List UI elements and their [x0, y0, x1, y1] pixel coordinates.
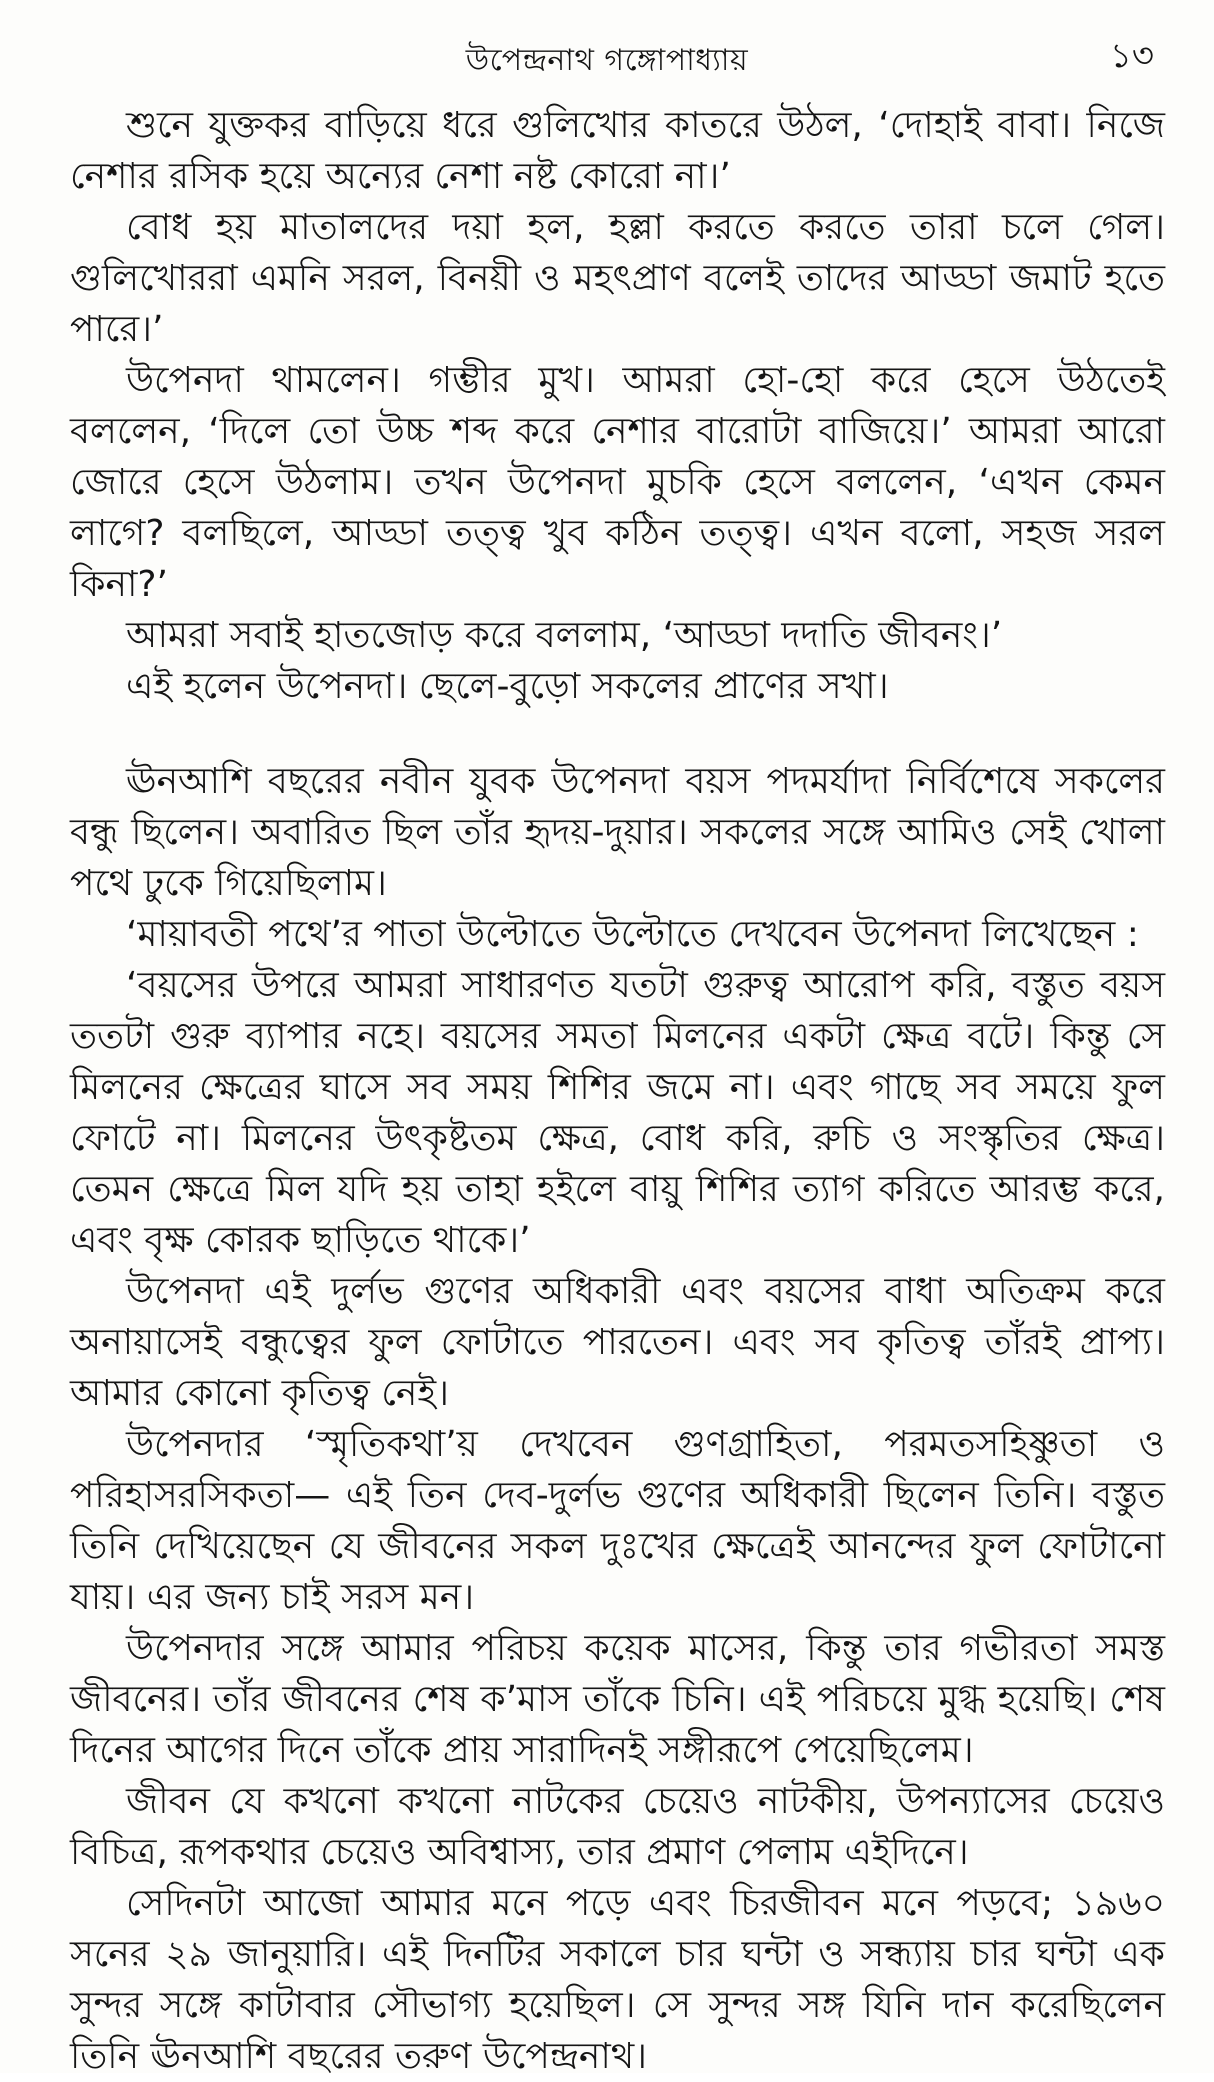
paragraph: ঊনআশি বছরের নবীন যুবক উপেনদা বয়স পদমর্যাদা নির্বিশেষে সকলের বন্ধু ছিলেন। অবারিত ছিল তাঁর হৃদয়-দুয়ার। সকলের সঙ্গে আমিও সেই খোলা পথে ঢুকে গিয়েছিলাম।: [70, 761, 1165, 904]
paragraph: উপেনদা থামলেন। গম্ভীর মুখ। আমরা হো-হো করে হেসে উঠতেই বললেন, ‘দিলে তো উচ্চ শব্দ করে নেশার বারোটা বাজিয়ে।’ আমরা আরো জোরে হেসে উঠলাম। তখন উপেনদা মুচকি হেসে বললেন, ‘এখন কেমন লাগে? বলছিলে, আড্ডা তত্ত্ব খুব কঠিন তত্ত্ব। এখন বলো, সহজ সরল কিনা?’: [70, 360, 1165, 605]
paragraph: উপেনদার ‘স্মৃতিকথা’য় দেখবেন গুণগ্রাহিতা, পরমতসহিষ্ণুতা ও পরিহাসরসিকতা— এই তিন দেব-দুর্লভ গুণের অধিকারী ছিলেন তিনি। বস্তুত তিনি দেখিয়েছেন যে জীবনের সকল দুঃখের ক্ষেত্রেই আনন্দের ফুল ফোটানো যায়। এর জন্য চাই সরস মন।: [70, 1424, 1165, 1618]
page-number: ১৩: [1109, 36, 1154, 76]
paragraph: সেদিনটা আজো আমার মনে পড়ে এবং চিরজীবন মনে পড়বে; ১৯৬০ সনের ২৯ জানুয়ারি। এই দিনটির সকালে চার ঘন্টা ও সন্ধ্যায় চার ঘন্টা এক সুন্দর সঙ্গে কাটাবার সৌভাগ্য হয়েছিল। সে সুন্দর সঙ্গ যিনি দান করেছিলেন তিনি ঊনআশি বছরের তরুণ উপেন্দ্রনাথ।: [70, 1883, 1165, 2077]
paragraph: শুনে যুক্তকর বাড়িয়ে ধরে গুলিখোর কাতরে উঠল, ‘দোহাই বাবা। নিজে নেশার রসিক হয়ে অন্যের নেশা নষ্ট কোরো না।’: [70, 105, 1165, 197]
running-header: [0, 30, 1214, 80]
paragraph: উপেনদার সঙ্গে আমার পরিচয় কয়েক মাসের, কিন্তু তার গভীরতা সমস্ত জীবনের। তাঁর জীবনের শেষ ক’মাস তাঁকে চিনি। এই পরিচয়ে মুগ্ধ হয়েছি। শেষ দিনের আগের দিনে তাঁকে প্রায় সারাদিনই সঙ্গীরূপে পেয়েছিলেম।: [70, 1628, 1165, 1771]
paragraph: এই হলেন উপেনদা। ছেলে-বুড়ো সকলের প্রাণের সখা।: [126, 666, 889, 707]
paragraph: উপেনদা এই দুর্লভ গুণের অধিকারী এবং বয়সের বাধা অতিক্রম করে অনায়াসেই বন্ধুত্বের ফুল ফোটাতে পারতেন। এবং সব কৃতিত্ব তাঁরই প্রাপ্য। আমার কোনো কৃতিত্ব নেই।: [70, 1271, 1165, 1414]
paragraph: জীবন যে কখনো কখনো নাটকের চেয়েও নাটকীয়, উপন্যাসের চেয়েও বিচিত্র, রূপকথার চেয়েও অবিশ্বাস্য, তার প্রমাণ পেলাম এইদিনে।: [70, 1781, 1165, 1873]
paragraph: বোধ হয় মাতালদের দয়া হল, হল্লা করতে করতে তারা চলে গেল। গুলিখোররা এমনি সরল, বিনয়ী ও মহৎপ্রাণ বলেই তাদের আড্ডা জমাট হতে পারে।’: [70, 207, 1165, 350]
paragraph: ‘মায়াবতী পথে’র পাতা উল্টোতে উল্টোতে দেখবেন উপেনদা লিখেছেন :: [126, 914, 1139, 955]
running-header-title: উপেন্দ্রনাথ গঙ্গোপাধ্যায়: [465, 43, 749, 78]
block-quote: ‘বয়সের উপরে আমরা সাধারণত যতটা গুরুত্ব আরোপ করি, বস্তুত বয়স ততটা গুরু ব্যাপার নহে। বয়সের সমতা মিলনের একটা ক্ষেত্র বটে। কিন্তু সে মিলনের ক্ষেত্রের ঘাসে সব সময় শিশির জমে না। এবং গাছে সব সময়ে ফুল ফোটে না। মিলনের উৎকৃষ্টতম ক্ষেত্র, বোধ করি, রুচি ও সংস্কৃতির ক্ষেত্র। তেমন ক্ষেত্রে মিল যদি হয় তাহা হইলে বায়ু শিশির ত্যাগ করিতে আরম্ভ করে, এবং বৃক্ষ কোরক ছাড়িতে থাকে।’: [70, 965, 1165, 1261]
paragraph: আমরা সবাই হাতজোড় করে বললাম, ‘আড্ডা দদাতি জীবনং।’: [126, 615, 1003, 656]
section-break: [70, 712, 1165, 756]
body-text: [70, 100, 1165, 2082]
